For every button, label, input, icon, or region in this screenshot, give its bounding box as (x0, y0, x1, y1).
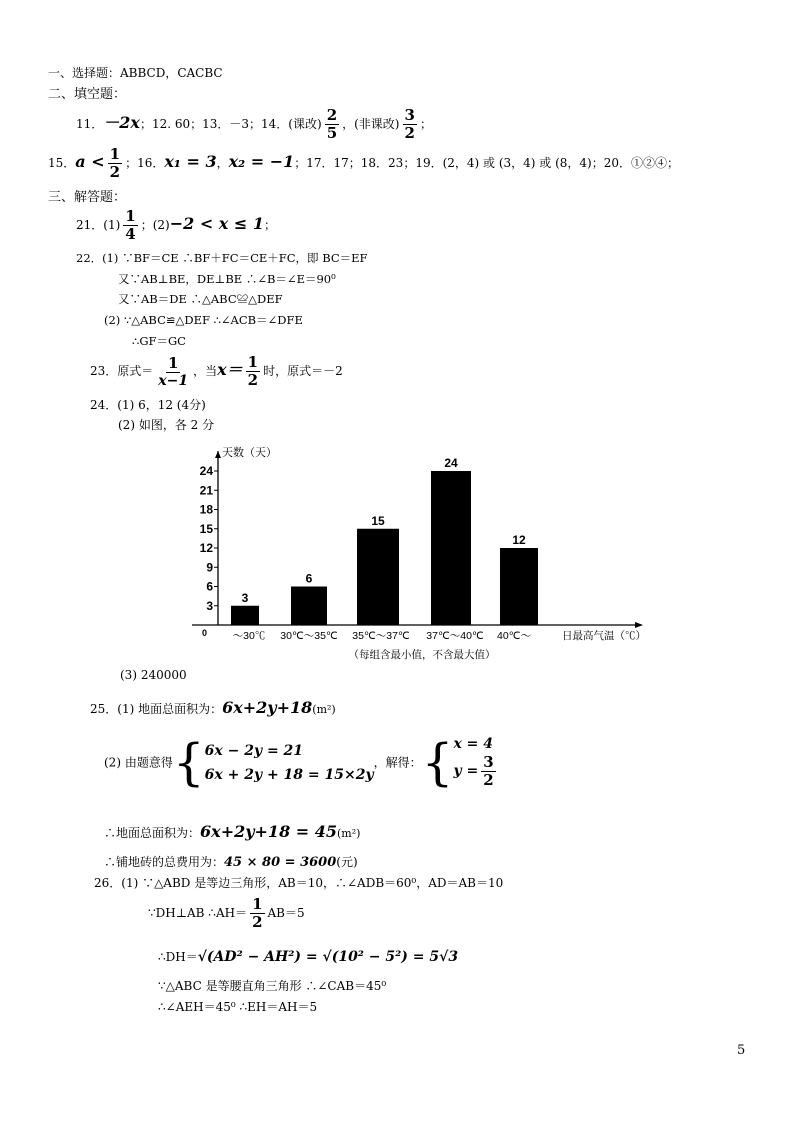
x-axis-arrow (635, 622, 643, 628)
y-tick-label: 6 (206, 579, 213, 594)
x-tick-label: 35℃～37℃ (352, 630, 410, 642)
bar (357, 529, 399, 625)
y-tick-label: 21 (199, 483, 213, 498)
answer-q24-line2: (2) 如图，各 2 分 (118, 418, 215, 432)
answer-q22-line4: (2) ∵△ABC≌△DEF ∴∠ACB＝∠DFE (104, 313, 303, 327)
bar-value-label: 15 (371, 513, 385, 528)
y-tick-label: 9 (206, 560, 213, 575)
bar-value-label: 3 (241, 590, 249, 605)
answer-q21: 21．(1) $\frac{1}{4}$ ；(2)−2 < x ≤ 1； (76, 207, 277, 243)
answer-q25-system: (2) 由题意得{ 6x − 2y = 21 6x + 2y + 18 = 15×2y ，解得：{ x = 4 y = $\frac{3}{2}$ (104, 733, 494, 792)
x-tick-label: 30℃～35℃ (280, 630, 338, 642)
answer-q26-line1: 26．(1) ∵△ABD 是等边三角形，AB＝10，∴∠ADB＝60⁰，AD＝AB＝10 (94, 876, 504, 890)
chart-note: （每组含最小值，不含最大值） (348, 649, 496, 661)
page-number: 5 (737, 1043, 746, 1058)
x-tick-label: 40℃～ (497, 630, 531, 642)
bar (231, 606, 259, 625)
answer-q25-cost: ∴铺地砖的总费用为：45 × 80 = 3600(元) (104, 855, 358, 870)
section-fill-heading: 二、填空题： (48, 87, 127, 102)
answer-q15: 15．a < $\frac{1}{2}$ ；16．x₁ = 3，x₂ = −1；17．17；18．23；19．(2，4) 或 (3，4) 或 (8，4)；20．①②④； (48, 145, 680, 181)
answer-q22-line5: ∴GF＝GC (132, 334, 186, 348)
bar (500, 548, 538, 625)
answer-q26-line2: ∵DH⊥AB ∴AH＝ $\frac{1}{2}$ AB＝5 (148, 895, 305, 931)
x-tick-label: ～30℃ (232, 630, 266, 642)
section-solve-heading: 三、解答题： (48, 190, 127, 205)
y-axis-arrow (215, 451, 221, 458)
answer-q22-line1: 22．(1) ∵BF＝CE ∴BF＋FC＝CE＋FC，即 BC＝EF (76, 251, 368, 265)
fraction: $\frac{3}{2}$ (404, 106, 415, 142)
answer-q24-line1: 24．(1) 6，12 (4分) (90, 398, 206, 412)
bar-value-label: 6 (305, 571, 313, 586)
y-tick-label: 24 (199, 464, 213, 478)
answer-q24-line3: (3) 240000 (120, 668, 187, 682)
bar (291, 587, 327, 626)
bar-value-label: 12 (512, 533, 526, 547)
answer-q26-line3: ∴DH＝√(AD² − AH²) = √(10² − 5²) = 5√3 (158, 949, 459, 965)
y-tick-label: 3 (206, 598, 213, 613)
answer-q25-area: ∴地面总面积为：6x+2y+18 = 45(m²) (104, 822, 361, 841)
answer-q22-line3: 又∵AB＝DE ∴△ABC≌△DEF (118, 292, 283, 306)
answer-q26-line5: ∴∠AEH＝45⁰ ∴EH＝AH＝5 (158, 1000, 318, 1014)
answer-q25-line1: 25．(1) 地面总面积为：6x+2y+18(m²) (90, 698, 336, 717)
fraction: $\frac{2}{5}$ (326, 106, 338, 142)
bar (431, 471, 471, 625)
section-choice-answers: 一、选择题：ABBCD，CACBC (48, 66, 223, 80)
y-tick-label: 0 (202, 628, 208, 638)
bar-value-label: 24 (444, 456, 458, 470)
y-axis-label: 天数（天） (222, 447, 277, 459)
x-tick-label: 37℃～40℃ (426, 630, 484, 642)
y-tick-label: 18 (199, 502, 213, 517)
y-tick-label: 12 (199, 541, 213, 555)
answer-q23: 23．原式＝ $\frac{1}{x-1}$ ，当x＝ $\frac{1}{2}$ 时，原式＝－2 (90, 353, 343, 389)
answer-q26-line4: ∵△ABC 是等腰直角三角形 ∴∠CAB＝45⁰ (158, 979, 387, 993)
y-tick-label: 15 (199, 521, 213, 536)
x-axis-label: 日最高气温（℃） (562, 630, 646, 642)
answer-q11: 11．－2x；12. 60；13．－3；14．(课改) $\frac{2}{5}$ ，(非课改) $\frac{3}{2}$ ； (76, 106, 432, 142)
answer-q22-line2: 又∵AB⊥BE，DE⊥BE ∴∠B＝∠E＝90⁰ (118, 272, 336, 286)
